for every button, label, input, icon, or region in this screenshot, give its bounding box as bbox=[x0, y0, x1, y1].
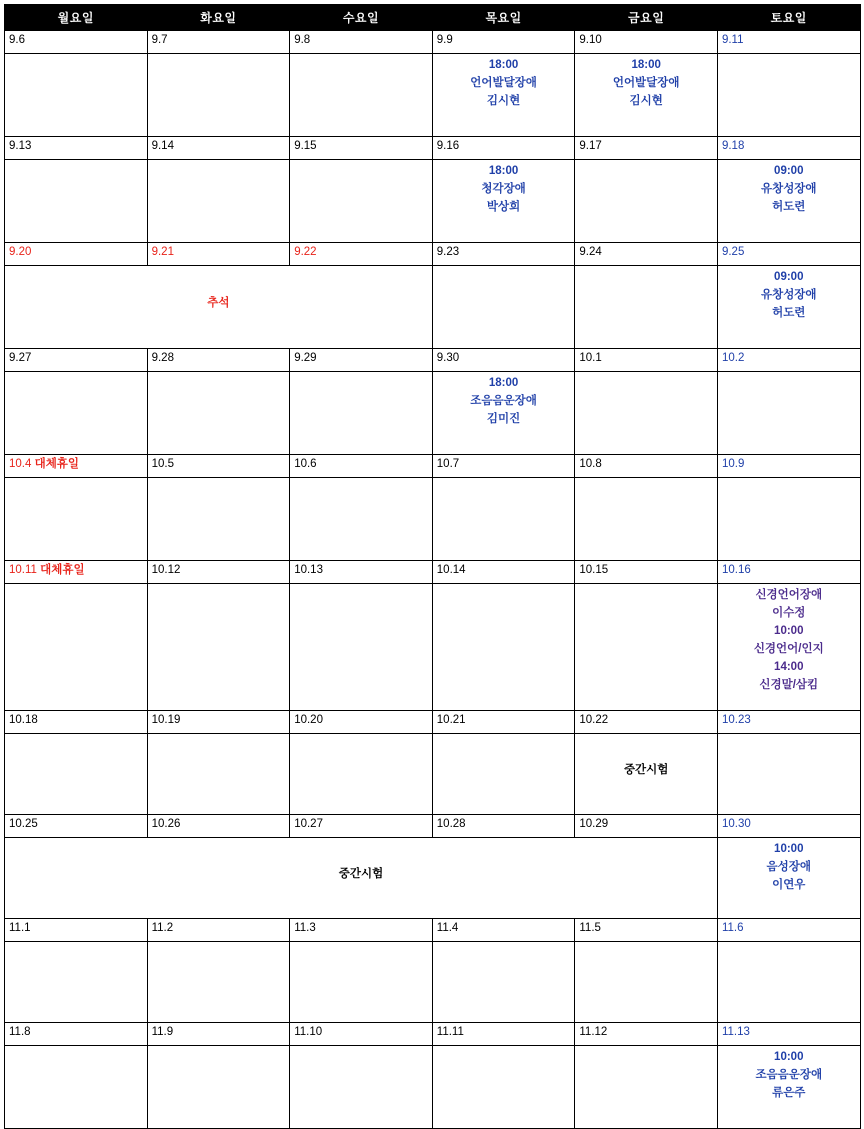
date-cell[interactable] bbox=[5, 455, 148, 478]
date-cell[interactable] bbox=[717, 919, 860, 942]
event-text: 조음음운장애 bbox=[755, 1069, 823, 1081]
date-label: 9.21 bbox=[151, 246, 174, 258]
event-text: 음성장애 bbox=[766, 861, 811, 873]
weekday-header-0: 월요일 bbox=[5, 5, 148, 31]
date-cell[interactable] bbox=[290, 711, 433, 734]
calendar-date-row bbox=[5, 137, 861, 160]
calendar-date-row bbox=[5, 243, 861, 266]
date-label: 10.20 bbox=[294, 714, 323, 726]
event-text: 김시현 bbox=[629, 95, 663, 107]
date-label: 10.14 bbox=[436, 564, 466, 576]
event-cell[interactable] bbox=[147, 478, 290, 561]
calendar-date-row bbox=[5, 711, 861, 734]
date-cell[interactable] bbox=[575, 815, 718, 838]
date-label: 11.5 bbox=[579, 922, 601, 934]
date-cell[interactable] bbox=[575, 711, 718, 734]
event-text: 김시현 bbox=[486, 95, 521, 107]
date-label: 9.8 bbox=[294, 34, 311, 46]
date-cell[interactable] bbox=[717, 815, 860, 838]
date-cell[interactable] bbox=[575, 243, 718, 266]
event-text: 18:00 bbox=[488, 165, 519, 177]
date-label: 10.28 bbox=[436, 818, 466, 830]
date-label: 11.2 bbox=[151, 922, 174, 934]
event-cell[interactable] bbox=[432, 584, 575, 711]
date-cell[interactable] bbox=[290, 349, 433, 372]
date-cell[interactable] bbox=[717, 711, 860, 734]
weekday-header-4: 금요일 bbox=[575, 5, 718, 31]
event-cell[interactable] bbox=[5, 584, 148, 711]
date-label: 11.3 bbox=[294, 922, 316, 934]
event-text: 유창성장애 bbox=[760, 183, 817, 195]
date-cell[interactable] bbox=[5, 137, 148, 160]
calendar-date-row bbox=[5, 455, 861, 478]
date-label: 10.13 bbox=[294, 564, 323, 576]
calendar-event-row bbox=[5, 584, 861, 711]
event-text: 10:00 bbox=[774, 1051, 804, 1063]
date-label: 11.10 bbox=[294, 1026, 323, 1038]
event-cell[interactable] bbox=[147, 1046, 290, 1129]
date-cell[interactable] bbox=[717, 31, 860, 54]
date-label: 10.21 bbox=[436, 714, 466, 726]
weekday-header-3: 목요일 bbox=[432, 5, 575, 31]
date-label: 10.7 bbox=[436, 458, 460, 470]
date-label: 10.23 bbox=[721, 714, 751, 726]
event-cell[interactable] bbox=[575, 54, 718, 137]
date-label: 9.25 bbox=[721, 246, 745, 258]
merged-note-cell[interactable] bbox=[5, 266, 433, 349]
event-text: 언어발달장애 bbox=[470, 77, 537, 89]
event-cell[interactable] bbox=[717, 1046, 860, 1129]
calendar-event-row bbox=[5, 160, 861, 243]
date-label: 10.30 bbox=[721, 818, 751, 830]
event-cell[interactable] bbox=[717, 734, 860, 815]
event-cell[interactable] bbox=[432, 54, 575, 137]
date-cell[interactable] bbox=[717, 561, 860, 584]
date-label: 11.12 bbox=[579, 1026, 608, 1038]
event-cell[interactable] bbox=[5, 942, 148, 1023]
date-label: 10.4 bbox=[9, 458, 32, 470]
date-cell[interactable] bbox=[717, 137, 860, 160]
event-cell[interactable] bbox=[717, 478, 860, 561]
date-label: 10.18 bbox=[9, 714, 38, 726]
event-cell[interactable] bbox=[5, 54, 148, 137]
date-label: 10.19 bbox=[151, 714, 181, 726]
date-cell[interactable] bbox=[575, 919, 718, 942]
event-cell[interactable] bbox=[575, 372, 718, 455]
event-cell[interactable] bbox=[717, 54, 860, 137]
calendar-date-row bbox=[5, 919, 861, 942]
date-label: 10.11 bbox=[9, 564, 37, 576]
date-cell[interactable] bbox=[432, 815, 575, 838]
event-cell[interactable] bbox=[5, 160, 148, 243]
event-cell[interactable] bbox=[432, 266, 575, 349]
calendar-header-row bbox=[5, 5, 861, 31]
date-label: 11.6 bbox=[721, 922, 744, 934]
calendar-date-row bbox=[5, 31, 861, 54]
event-text: 중간시험 bbox=[623, 764, 669, 776]
date-cell[interactable] bbox=[432, 711, 575, 734]
date-label: 11.1 bbox=[9, 922, 31, 934]
calendar-event-row bbox=[5, 1046, 861, 1129]
date-label: 9.10 bbox=[579, 34, 602, 46]
date-label: 10.26 bbox=[151, 818, 181, 830]
date-label: 9.6 bbox=[9, 34, 25, 46]
event-text: 14:00 bbox=[774, 661, 804, 673]
date-cell[interactable] bbox=[717, 243, 860, 266]
date-cell[interactable] bbox=[575, 561, 718, 584]
calendar-event-row bbox=[5, 372, 861, 455]
date-label: 9.18 bbox=[721, 140, 745, 152]
date-cell[interactable] bbox=[432, 31, 575, 54]
date-cell[interactable] bbox=[432, 561, 575, 584]
date-cell[interactable] bbox=[5, 919, 148, 942]
date-label: 9.14 bbox=[151, 140, 174, 152]
event-cell[interactable] bbox=[147, 942, 290, 1023]
date-label: 9.7 bbox=[151, 34, 168, 46]
event-cell[interactable] bbox=[575, 1046, 718, 1129]
event-text: 18:00 bbox=[488, 377, 519, 389]
date-cell[interactable] bbox=[5, 31, 148, 54]
event-text: 18:00 bbox=[631, 59, 661, 71]
event-cell[interactable] bbox=[575, 478, 718, 561]
event-cell[interactable] bbox=[575, 734, 718, 815]
date-cell[interactable] bbox=[432, 919, 575, 942]
date-label: 9.9 bbox=[436, 34, 453, 46]
event-cell[interactable] bbox=[432, 942, 575, 1023]
event-cell[interactable] bbox=[290, 478, 433, 561]
event-text: 허도련 bbox=[772, 307, 806, 319]
date-cell[interactable] bbox=[147, 137, 290, 160]
event-cell[interactable] bbox=[290, 942, 433, 1023]
event-text: 신경언어장애 bbox=[755, 589, 823, 601]
date-label: 10.9 bbox=[721, 458, 745, 470]
event-cell[interactable] bbox=[575, 160, 718, 243]
event-cell[interactable] bbox=[717, 372, 860, 455]
date-cell[interactable] bbox=[147, 561, 290, 584]
date-cell[interactable] bbox=[717, 1023, 860, 1046]
event-text: 10:00 bbox=[774, 843, 804, 855]
date-cell[interactable] bbox=[432, 349, 575, 372]
event-text: 유창성장애 bbox=[760, 289, 817, 301]
date-cell[interactable] bbox=[147, 455, 290, 478]
event-text: 신경언어/인지 bbox=[753, 643, 824, 655]
event-cell[interactable] bbox=[432, 372, 575, 455]
date-label: 11.4 bbox=[436, 922, 459, 934]
date-cell[interactable] bbox=[147, 243, 290, 266]
date-cell[interactable] bbox=[432, 1023, 575, 1046]
event-cell[interactable] bbox=[290, 1046, 433, 1129]
date-cell[interactable] bbox=[432, 137, 575, 160]
date-label: 9.16 bbox=[436, 140, 460, 152]
event-cell[interactable] bbox=[290, 584, 433, 711]
event-cell[interactable] bbox=[290, 54, 433, 137]
date-cell[interactable] bbox=[575, 31, 718, 54]
date-label: 10.12 bbox=[151, 564, 181, 576]
calendar-event-row bbox=[5, 734, 861, 815]
weekday-header-2: 수요일 bbox=[290, 5, 433, 31]
date-label: 9.20 bbox=[9, 246, 32, 258]
event-cell[interactable] bbox=[147, 372, 290, 455]
calendar-date-row bbox=[5, 1023, 861, 1046]
holiday-label: 대체휴일 bbox=[31, 458, 80, 470]
date-label: 9.17 bbox=[579, 140, 602, 152]
event-cell[interactable] bbox=[717, 838, 860, 919]
date-label: 10.29 bbox=[579, 818, 609, 830]
event-text: 박상희 bbox=[486, 201, 521, 213]
date-label: 10.2 bbox=[721, 352, 745, 364]
calendar-event-row bbox=[5, 838, 861, 919]
date-cell[interactable] bbox=[717, 349, 860, 372]
event-cell[interactable] bbox=[717, 266, 860, 349]
date-cell[interactable] bbox=[575, 1023, 718, 1046]
calendar-event-row bbox=[5, 54, 861, 137]
event-cell[interactable] bbox=[290, 160, 433, 243]
date-label: 10.16 bbox=[721, 564, 751, 576]
event-text: 청각장애 bbox=[481, 183, 526, 195]
event-cell[interactable] bbox=[5, 1046, 148, 1129]
calendar-date-row bbox=[5, 349, 861, 372]
date-label: 11.9 bbox=[151, 1026, 174, 1038]
date-cell[interactable] bbox=[290, 137, 433, 160]
date-label: 9.13 bbox=[9, 140, 32, 152]
date-label: 9.23 bbox=[436, 246, 460, 258]
merged-note-cell[interactable] bbox=[5, 838, 718, 919]
event-cell[interactable] bbox=[432, 478, 575, 561]
event-cell[interactable] bbox=[290, 372, 433, 455]
event-cell[interactable] bbox=[5, 372, 148, 455]
date-label: 10.1 bbox=[579, 352, 602, 364]
weekday-header-5: 토요일 bbox=[717, 5, 860, 31]
date-label: 9.27 bbox=[9, 352, 32, 364]
date-label: 9.22 bbox=[294, 246, 317, 258]
date-label: 10.6 bbox=[294, 458, 317, 470]
date-cell[interactable] bbox=[147, 31, 290, 54]
date-cell[interactable] bbox=[290, 561, 433, 584]
event-cell[interactable] bbox=[147, 734, 290, 815]
date-cell[interactable] bbox=[147, 815, 290, 838]
event-text: 09:00 bbox=[774, 271, 804, 283]
date-label: 11.11 bbox=[436, 1026, 464, 1038]
date-cell[interactable] bbox=[575, 455, 718, 478]
date-cell[interactable] bbox=[5, 243, 148, 266]
date-cell[interactable] bbox=[290, 1023, 433, 1046]
event-text: 09:00 bbox=[774, 165, 804, 177]
event-cell[interactable] bbox=[5, 478, 148, 561]
date-label: 9.15 bbox=[294, 140, 317, 152]
event-cell[interactable] bbox=[717, 160, 860, 243]
event-cell[interactable] bbox=[575, 266, 718, 349]
calendar-event-row bbox=[5, 478, 861, 561]
weekday-header-1: 화요일 bbox=[147, 5, 290, 31]
calendar-date-row bbox=[5, 815, 861, 838]
event-cell[interactable] bbox=[575, 584, 718, 711]
date-label: 10.22 bbox=[579, 714, 609, 726]
date-label: 10.15 bbox=[579, 564, 609, 576]
event-text: 언어발달장애 bbox=[612, 77, 680, 89]
event-text: 이수정 bbox=[772, 607, 806, 619]
event-cell[interactable] bbox=[432, 1046, 575, 1129]
schedule-calendar-table bbox=[4, 4, 861, 1129]
date-label: 10.25 bbox=[9, 818, 38, 830]
event-cell[interactable] bbox=[290, 734, 433, 815]
date-cell[interactable] bbox=[290, 919, 433, 942]
date-label: 11.13 bbox=[721, 1026, 750, 1038]
event-cell[interactable] bbox=[432, 160, 575, 243]
event-cell[interactable] bbox=[147, 54, 290, 137]
event-cell[interactable] bbox=[575, 942, 718, 1023]
date-cell[interactable] bbox=[432, 243, 575, 266]
date-label: 10.5 bbox=[151, 458, 174, 470]
calendar-date-row bbox=[5, 561, 861, 584]
date-cell[interactable] bbox=[5, 1023, 148, 1046]
date-cell[interactable] bbox=[147, 711, 290, 734]
date-cell[interactable] bbox=[575, 137, 718, 160]
event-text: 10:00 bbox=[774, 625, 804, 637]
date-label: 9.11 bbox=[721, 34, 744, 46]
date-cell[interactable] bbox=[5, 349, 148, 372]
date-label: 9.30 bbox=[436, 352, 460, 364]
event-cell[interactable] bbox=[147, 160, 290, 243]
date-cell[interactable] bbox=[290, 31, 433, 54]
date-label: 10.27 bbox=[294, 818, 323, 830]
event-text: 김미진 bbox=[486, 413, 521, 425]
holiday-label: 대체휴일 bbox=[36, 564, 85, 576]
event-cell[interactable] bbox=[147, 584, 290, 711]
event-text: 류은주 bbox=[772, 1087, 806, 1099]
date-cell[interactable] bbox=[147, 349, 290, 372]
date-cell[interactable] bbox=[5, 815, 148, 838]
calendar-event-row bbox=[5, 266, 861, 349]
merged-note-text: 추석 bbox=[207, 297, 230, 309]
date-cell[interactable] bbox=[290, 815, 433, 838]
merged-note-text: 중간시험 bbox=[338, 868, 384, 880]
event-text: 조음음운장애 bbox=[470, 395, 537, 407]
date-cell[interactable] bbox=[147, 919, 290, 942]
date-label: 9.24 bbox=[579, 246, 602, 258]
event-text: 신경말/삼킴 bbox=[759, 679, 819, 691]
event-cell[interactable] bbox=[717, 942, 860, 1023]
event-cell[interactable] bbox=[717, 584, 860, 711]
date-cell[interactable] bbox=[432, 455, 575, 478]
date-cell[interactable] bbox=[290, 243, 433, 266]
date-label: 11.8 bbox=[9, 1026, 31, 1038]
event-text: 허도련 bbox=[772, 201, 806, 213]
date-cell[interactable] bbox=[5, 561, 148, 584]
date-label: 9.29 bbox=[294, 352, 317, 364]
date-cell[interactable] bbox=[147, 1023, 290, 1046]
date-label: 10.8 bbox=[579, 458, 602, 470]
event-text: 이연우 bbox=[772, 879, 806, 891]
date-cell[interactable] bbox=[575, 349, 718, 372]
event-cell[interactable] bbox=[5, 734, 148, 815]
date-cell[interactable] bbox=[5, 711, 148, 734]
event-cell[interactable] bbox=[432, 734, 575, 815]
date-cell[interactable] bbox=[290, 455, 433, 478]
calendar-event-row bbox=[5, 942, 861, 1023]
date-cell[interactable] bbox=[717, 455, 860, 478]
event-text: 18:00 bbox=[488, 59, 519, 71]
date-label: 9.28 bbox=[151, 352, 174, 364]
